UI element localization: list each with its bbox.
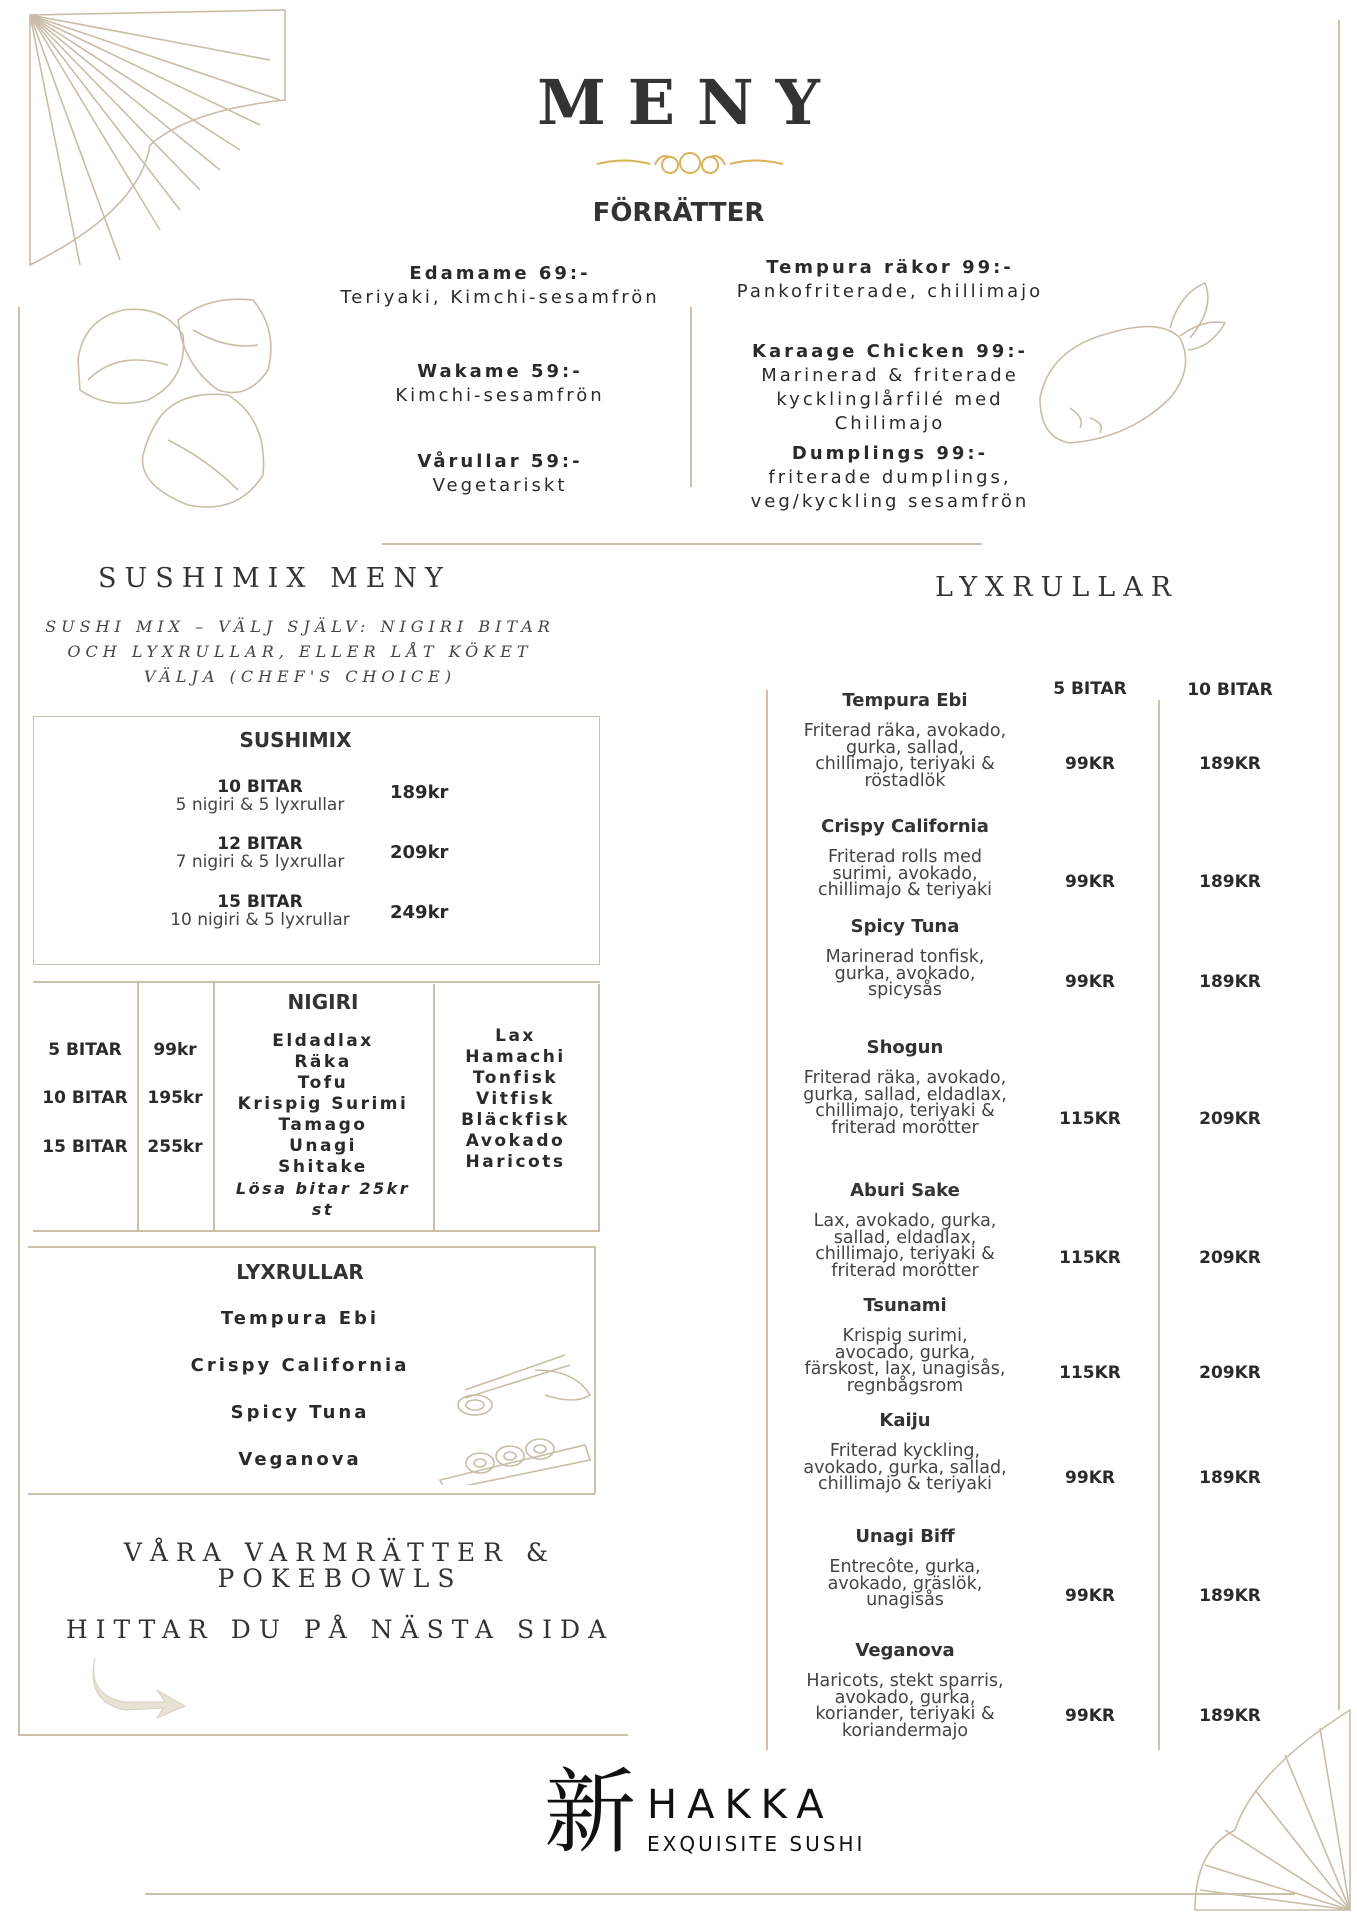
nigiri-item: Vitfisk xyxy=(476,1089,555,1109)
roll-description xyxy=(770,949,1040,999)
starter-edamame xyxy=(310,262,690,310)
roll-price-5: 99KR xyxy=(1065,872,1115,892)
roll-description-line: gurka, avokado, xyxy=(834,963,976,984)
roll-description-line: friterad morötter xyxy=(831,1117,979,1138)
nigiri-box-heading: NIGIRI xyxy=(287,990,359,1014)
roll-price-5: 99KR xyxy=(1065,1468,1115,1488)
roll-price-10: 189KR xyxy=(1199,1586,1261,1606)
nigiri-list-b xyxy=(433,1026,598,1173)
roll-name: Veganova xyxy=(855,1640,955,1661)
nigiri-item: Tamago xyxy=(278,1115,368,1135)
roll-description-line: Friterad rolls med xyxy=(828,847,982,867)
roll-price-10: 209KR xyxy=(1199,1109,1261,1129)
lyxrullar-section-title: LYXRULLAR xyxy=(935,572,1180,603)
roll-description-line: avokado, gurka, sallad, xyxy=(803,1457,1007,1478)
roll-price-10: 209KR xyxy=(1199,1363,1261,1383)
roll-price-5: 99KR xyxy=(1065,972,1115,992)
roll-description-line: gurka, sallad, xyxy=(845,737,965,758)
starter-desc: friterade dumplings, xyxy=(768,467,1012,488)
fan-corner-top-left-icon xyxy=(0,0,300,280)
sushimix-item xyxy=(150,835,370,871)
roll-price-5: 99KR xyxy=(1065,754,1115,774)
rolls-left-line xyxy=(766,690,768,1750)
roll-description-line: sallad, eldadlax, xyxy=(833,1227,977,1248)
roll-description-line: Entrecôte, gurka, xyxy=(829,1557,981,1577)
roll-price-10: 189KR xyxy=(1199,754,1261,774)
roll-description-line: färskost, lax, unagisås, xyxy=(804,1359,1006,1379)
nigiri-row-label: 5 BITAR xyxy=(48,1040,122,1060)
roll-description-line: Friterad räka, avokado, xyxy=(803,1068,1007,1088)
nigiri-row-price: 255kr xyxy=(147,1137,203,1157)
sushimix-box-heading: SUSHIMIX xyxy=(239,728,352,752)
sushimix-item-label: 12 BITAR xyxy=(217,834,303,854)
nigiri-item: Krispig Surimi xyxy=(237,1094,409,1114)
starter-desc: veg/kyckling sesamfrön xyxy=(750,491,1030,512)
note-line: VÅRA VARMRÄTTER & xyxy=(123,1538,557,1567)
starter-desc: Kimchi-sesamfrön xyxy=(395,385,605,406)
rolls-mid-line xyxy=(1158,700,1160,1750)
starter-name: Vårullar 59:- xyxy=(417,451,583,472)
sushimix-item-detail: 10 nigiri & 5 lyxrullar xyxy=(170,910,350,930)
roll-description-line: chillimajo & teriyaki xyxy=(817,880,993,900)
roll-price-10: 189KR xyxy=(1199,1706,1261,1726)
sushimix-section-subtitle xyxy=(30,614,570,689)
sushimix-item-price: 209kr xyxy=(390,842,449,863)
roll-description xyxy=(770,1213,1040,1279)
starter-name: Wakame 59:- xyxy=(417,361,583,382)
nigiri-bottom-line xyxy=(33,1230,600,1232)
starters-divider xyxy=(690,307,692,487)
logo-name: HAKKA xyxy=(647,1782,834,1828)
col-header-5: 5 BITAR xyxy=(1053,679,1127,699)
starter-desc: Vegetariskt xyxy=(432,475,568,496)
sushimix-item-label: 15 BITAR xyxy=(217,892,303,912)
roll-description-line: avocado, gurka, xyxy=(834,1342,976,1363)
roll-price-10: 209KR xyxy=(1199,1248,1261,1268)
roll-description-line: friterad morötter xyxy=(831,1260,979,1281)
starter-desc: Chilimajo xyxy=(834,413,946,434)
nigiri-loose-note: Lösa bitar 25kr xyxy=(235,1179,411,1198)
starter-dumplings xyxy=(700,442,1080,514)
sushimix-item-price: 189kr xyxy=(390,782,449,803)
logo-glyph: 新 xyxy=(544,1759,637,1866)
right-frame-line xyxy=(1338,20,1340,1710)
subtitle-line: VÄLJA (CHEF'S CHOICE) xyxy=(143,667,457,686)
starter-desc: Teriyaki, Kimchi-sesamfrön xyxy=(340,287,660,308)
page-title: MENY xyxy=(537,66,842,139)
starter-desc: Pankofriterade, chillimajo xyxy=(736,281,1044,302)
roll-description xyxy=(770,1070,1040,1136)
roll-description-line: gurka, sallad, eldadlax, xyxy=(803,1084,1007,1105)
roll-description-line: chillimajo & teriyaki xyxy=(817,1474,993,1494)
starter-name: Dumplings 99:- xyxy=(791,443,989,464)
nigiri-row-label: 10 BITAR xyxy=(42,1088,128,1108)
nigiri-top-line xyxy=(33,981,600,983)
nigiri-item: Bläckfisk xyxy=(461,1110,570,1130)
roll-name: Tempura Ebi xyxy=(842,690,968,711)
bottom-frame-line xyxy=(145,1893,1295,1895)
roll-description-line: Krispig surimi, xyxy=(842,1326,968,1346)
left-bottom-line xyxy=(18,1734,628,1736)
starter-name: Karaage Chicken 99:- xyxy=(752,341,1028,362)
roll-name: Crispy California xyxy=(821,816,989,837)
note-line: POKEBOWLS xyxy=(217,1564,463,1593)
sushimix-item xyxy=(150,893,370,929)
nigiri-col-line xyxy=(598,984,600,1231)
nigiri-item: Eldadlax xyxy=(272,1031,374,1051)
roll-name: Spicy Tuna xyxy=(850,916,960,937)
lyxrullar-box-heading: LYXRULLAR xyxy=(236,1260,364,1284)
nigiri-row-price: 195kr xyxy=(147,1088,203,1108)
roll-description xyxy=(770,723,1040,789)
sushimix-item xyxy=(150,778,370,814)
roll-name: Aburi Sake xyxy=(850,1180,960,1201)
sushimix-section-title: SUSHIMIX MENY xyxy=(98,563,451,594)
roll-description-line: chillimajo, teriyaki & xyxy=(815,754,995,774)
subtitle-line: SUSHI MIX – VÄLJ SJÄLV: NIGIRI BITAR xyxy=(45,617,555,636)
lyxrullar-box-top xyxy=(28,1246,595,1248)
starters-bottom-line xyxy=(382,543,982,545)
starter-varullar xyxy=(310,450,690,498)
hot-dishes-note xyxy=(50,1540,630,1592)
roll-description xyxy=(770,849,1040,899)
sushimix-item-detail: 7 nigiri & 5 lyxrullar xyxy=(175,852,345,872)
nigiri-item: Lax xyxy=(495,1026,536,1046)
nigiri-item: Tonfisk xyxy=(472,1068,559,1088)
roll-price-10: 189KR xyxy=(1199,1468,1261,1488)
roll-description-line: koriander, teriyaki & xyxy=(815,1704,995,1724)
roll-description xyxy=(770,1328,1040,1394)
ornament-divider-icon xyxy=(595,145,785,183)
roll-description-line: avokado, gräslök, xyxy=(827,1573,983,1594)
roll-price-5: 99KR xyxy=(1065,1586,1115,1606)
roll-price-5: 115KR xyxy=(1059,1248,1121,1268)
lyxrullar-box-item: Spicy Tuna xyxy=(230,1402,370,1423)
roll-description-line: Friterad räka, avokado, xyxy=(803,721,1007,741)
roll-description-line: chillimajo, teriyaki & xyxy=(815,1244,995,1264)
sushimix-item-detail: 5 nigiri & 5 lyxrullar xyxy=(175,795,345,815)
starter-desc: Marinerad & friterade xyxy=(761,365,1019,386)
roll-description xyxy=(770,1443,1040,1493)
starter-name: Edamame 69:- xyxy=(409,263,591,284)
roll-description-line: koriandermajo xyxy=(841,1720,969,1741)
left-frame-line xyxy=(18,307,20,1734)
nigiri-item: Shitake xyxy=(278,1157,368,1177)
roll-description-line: Haricots, stekt sparris, xyxy=(806,1671,1004,1691)
nigiri-list-a xyxy=(213,1031,433,1220)
nigiri-item: Avokado xyxy=(465,1131,566,1151)
roll-price-10: 189KR xyxy=(1199,972,1261,992)
nigiri-item: Hamachi xyxy=(465,1047,566,1067)
roll-description-line: unagisås xyxy=(866,1590,944,1610)
lyxrullar-box-item: Crispy California xyxy=(190,1355,410,1376)
roll-price-5: 99KR xyxy=(1065,1706,1115,1726)
col-header-10: 10 BITAR xyxy=(1187,680,1273,700)
roll-name: Shogun xyxy=(866,1037,944,1058)
roll-description xyxy=(770,1673,1040,1739)
starter-wakame xyxy=(310,360,690,408)
starter-desc: kycklinglårfilé med xyxy=(776,389,1004,410)
roll-description-line: regnbågsrom xyxy=(846,1375,964,1396)
nigiri-item: Haricots xyxy=(465,1152,566,1172)
roll-name: Kaiju xyxy=(879,1410,931,1431)
roll-description-line: chillimajo, teriyaki & xyxy=(815,1101,995,1121)
nigiri-item: Räka xyxy=(294,1052,352,1072)
roll-description-line: röstadlök xyxy=(864,770,946,791)
roll-description-line: spicysås xyxy=(867,980,943,1000)
nigiri-item: Unagi xyxy=(289,1136,357,1156)
nigiri-row-label: 15 BITAR xyxy=(42,1137,128,1157)
roll-description xyxy=(770,1559,1040,1609)
roll-name: Unagi Biff xyxy=(855,1526,955,1547)
roll-name: Tsunami xyxy=(863,1295,947,1316)
lyxrullar-box-item: Tempura Ebi xyxy=(220,1308,380,1329)
starter-name: Tempura räkor 99:- xyxy=(766,257,1014,278)
roll-description-line: surimi, avokado, xyxy=(832,863,978,884)
sushimix-item-price: 249kr xyxy=(390,902,449,923)
dumplings-illustration-icon xyxy=(68,290,283,515)
curved-arrow-icon xyxy=(85,1650,195,1720)
roll-description-line: Friterad kyckling, xyxy=(829,1441,981,1461)
chopsticks-sushi-illustration-icon xyxy=(435,1350,595,1485)
logo-tagline: EXQUISITE SUSHI xyxy=(647,1832,866,1856)
roll-description-line: avokado, gurka, xyxy=(834,1687,976,1708)
subtitle-line: OCH LYXRULLAR, ELLER LÅT KÖKET xyxy=(67,642,533,661)
roll-price-5: 115KR xyxy=(1059,1109,1121,1129)
starters-heading: FÖRRÄTTER xyxy=(592,198,765,228)
nigiri-row-price: 99kr xyxy=(153,1040,197,1060)
nigiri-loose-note: st xyxy=(311,1200,335,1219)
roll-description-line: Marinerad tonfisk, xyxy=(825,947,985,967)
nigiri-item: Tofu xyxy=(297,1073,349,1093)
lyxrullar-box-item: Veganova xyxy=(238,1449,362,1470)
next-page-note: HITTAR DU PÅ NÄSTA SIDA xyxy=(65,1615,615,1644)
roll-price-5: 115KR xyxy=(1059,1363,1121,1383)
starter-karaage xyxy=(700,340,1080,436)
sushimix-item-label: 10 BITAR xyxy=(217,777,303,797)
roll-price-10: 189KR xyxy=(1199,872,1261,892)
lyxrullar-box-bottom xyxy=(28,1493,595,1495)
roll-description-line: Lax, avokado, gurka, xyxy=(813,1211,997,1231)
starter-tempura xyxy=(700,256,1080,304)
